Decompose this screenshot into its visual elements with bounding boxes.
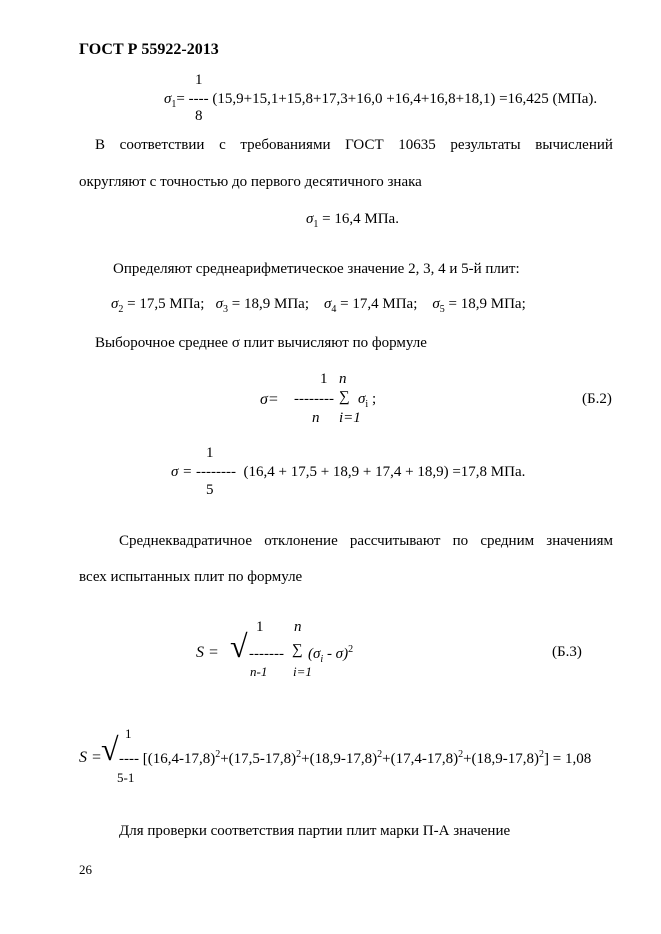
value-sigma4: $\sigma_4 = 17,4$ МПа; bbox=[324, 296, 418, 315]
fraction-numerator: 1 bbox=[195, 72, 203, 88]
sum-symbol: ∑ bbox=[339, 389, 350, 405]
document-code: ГОСТ Р 55922-2013 bbox=[79, 41, 219, 58]
paragraph-rounding-line2: округляют с точностью до первого десятичного знака bbox=[79, 174, 422, 190]
formula-b2-fraction-bar: -------- bbox=[294, 391, 334, 407]
formula-b2-upper-limit: n bbox=[339, 371, 347, 387]
eq-mean-denominator: 5 bbox=[206, 482, 214, 498]
formula-b2-denominator: n bbox=[312, 410, 320, 426]
paragraph-mean-values: Определяют среднеарифметическое значение 2, 3, 4 и 5-й плит: bbox=[113, 261, 520, 277]
formula-b3-term: $(\sigma_i - \sigma)^2$ bbox=[308, 644, 354, 665]
sqrt-symbol: √ bbox=[230, 628, 248, 664]
paragraph-std-line2: всех испытанных плит по формуле bbox=[79, 569, 303, 585]
equation-line: $\sigma_1=$ ---- (15,9+15,1+15,8+17,3+16,0 +16,4+16,8+18,1) =16,425 (МПа). bbox=[164, 91, 598, 110]
value-sigma2: $\sigma_2 = 17,5$ МПа; bbox=[111, 296, 205, 315]
formula-b2-lhs: σ= bbox=[260, 391, 279, 408]
paragraph-check: Для проверки соответствия партии плит марки П-А значение bbox=[119, 823, 511, 839]
value-sigma3: $\sigma_3 = 18,9$ МПа; bbox=[215, 296, 309, 315]
eq-mean-line: σ = -------- (16,4 + 17,5 + 18,9 + 17,4 + 18,9) =17,8 МПа. bbox=[171, 464, 526, 480]
paragraph-rounding-line1: В соответствии с требованиями ГОСТ 10635 результаты вычислений bbox=[95, 137, 613, 153]
formula-b3-numerator: 1 bbox=[256, 619, 264, 635]
calc-expression: ---- $[(16,4-17,8)^2+(17,5-17,8)^2+(18,9-17,8)^2+(17,4-17,8)^2+(18,9-17,8)^2] = 1,08$ bbox=[119, 749, 592, 767]
sum-symbol: ∑ bbox=[292, 642, 303, 658]
calc-denominator: 5-1 bbox=[117, 770, 135, 785]
paragraph-sample-mean: Выборочное среднее σ плит вычисляют по формуле bbox=[95, 335, 427, 351]
value-sigma5: $\sigma_5 = 18,9$ МПа; bbox=[432, 296, 526, 315]
fraction-denominator: 8 bbox=[195, 108, 203, 124]
page-number: 26 bbox=[79, 862, 92, 877]
formula-b3-upper-limit: n bbox=[294, 619, 302, 635]
paragraph-std-line1: Среднеквадратичное отклонение рассчитывают по средним значениям bbox=[119, 533, 613, 549]
sigma-values-line bbox=[111, 296, 526, 315]
formula-b2-term: $\sigma_i$ ; bbox=[358, 391, 377, 410]
formula-b2-numerator: 1 bbox=[320, 371, 328, 387]
calc-lhs: S = bbox=[79, 749, 102, 766]
formula-b3-lhs: S = bbox=[196, 644, 219, 661]
equation-sigma1-rounded: $\sigma_1 = 16,4$ МПа. bbox=[306, 211, 399, 230]
formula-b3-lower-limit: i=1 bbox=[293, 664, 312, 679]
formula-b3-fraction-bar: ------- bbox=[249, 646, 284, 662]
formula-b2-lower-limit: i=1 bbox=[339, 410, 361, 426]
formula-b2-label: (Б.2) bbox=[582, 391, 612, 407]
formula-b3-label: (Б.3) bbox=[552, 644, 582, 660]
eq-mean-numerator: 1 bbox=[206, 445, 214, 461]
formula-b3-denominator: n-1 bbox=[250, 664, 268, 679]
calc-numerator: 1 bbox=[125, 726, 132, 741]
sqrt-symbol: √ bbox=[101, 731, 119, 767]
